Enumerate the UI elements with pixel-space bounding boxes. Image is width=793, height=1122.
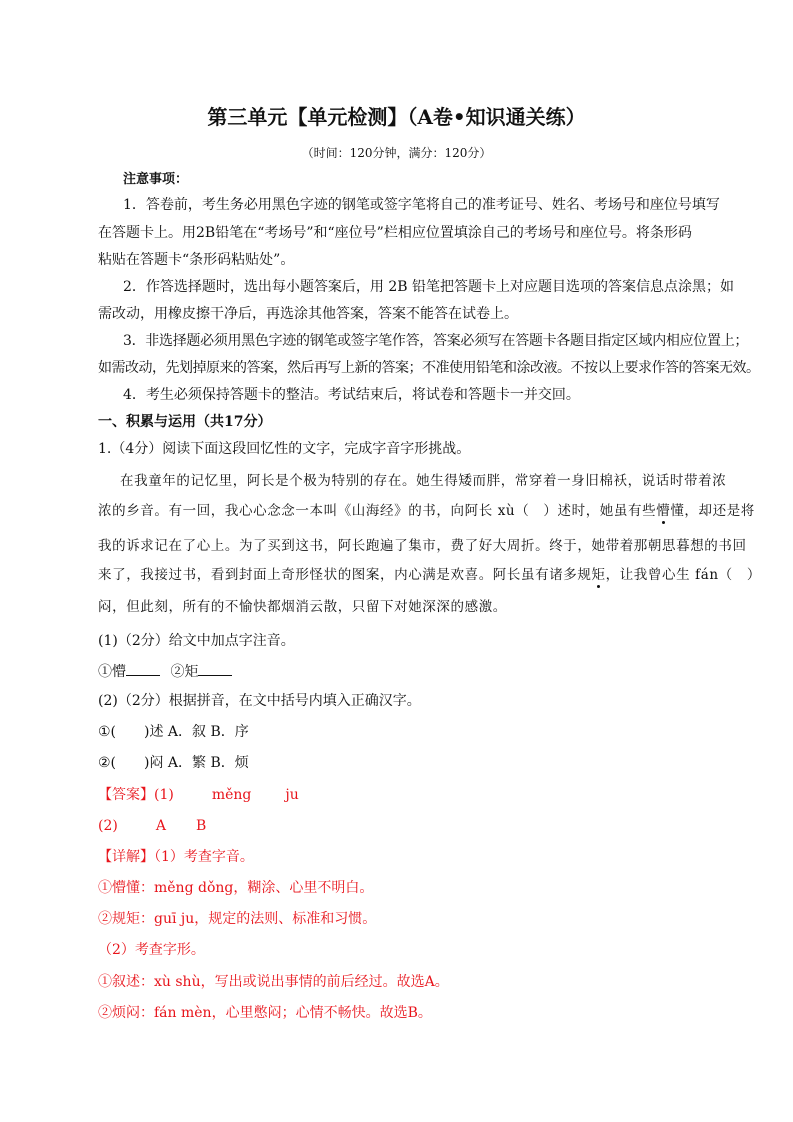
explain-topic-2: （2）考查字形。 (98, 942, 205, 958)
passage-text: ，让我曾心生 fán（ ） (605, 567, 761, 583)
section-heading: 一、积累与运用（共17分） (98, 414, 272, 430)
dotted-char-meng: 懵 (656, 503, 671, 519)
answer-line-2 (98, 817, 206, 835)
item-label: ①懵 (98, 664, 126, 680)
exam-time-info: （时间：120分钟，满分：120分） (301, 146, 492, 160)
answer-blank[interactable] (126, 662, 160, 676)
note-line: 如需改动，先划掉原来的答案，然后再写上新的答案；不准使用铅笔和涂改液。不按以上要求作答的答案无效。 (98, 360, 760, 376)
answer-value: ju (285, 787, 299, 803)
note-line: 3．非选择题必须用黑色字迹的钢笔或签字笔作答，答案必须写在答题卡各题目指定区域内相应位置上； (123, 333, 749, 349)
passage-text: 懂，却还是将 (670, 503, 755, 519)
passage-line: 在我童年的记忆里，阿长是个极为特别的存在。她生得矮而胖，常穿着一身旧棉袄，说话时带着浓 (120, 473, 727, 489)
explain-heading (98, 848, 254, 866)
question-stem: 1.（4分）阅读下面这段回忆性的文字，完成字音字形挑战。 (98, 441, 471, 457)
choice-label: ①( (98, 724, 117, 740)
passage-line (98, 566, 761, 584)
note-line: 在答题卡上。用2B铅笔在“考场号”和“座位号”栏相应位置填涂自己的考场号和座位号。将条形码 (98, 225, 692, 241)
note-line: 1．答卷前，考生务必用黑色字迹的钢笔或签字笔将自己的准考证号、姓名、考场号和座位号填写 (123, 197, 720, 213)
explain-topic: （1）考查字音。 (154, 849, 254, 865)
passage-text: 浓的乡音。有一回，我心心念念一本叫《山海经》的书，向阿长 xù（ ）述时，她虽有些 (98, 503, 657, 519)
sub-question-1: (1)（2分）给文中加点字注音。 (98, 633, 295, 649)
answer-blank[interactable] (198, 662, 232, 676)
note-line: 4．考生必须保持答题卡的整洁。考试结束后，将试卷和答题卡一并交回。 (123, 387, 580, 403)
item-label: ②矩 (170, 664, 199, 680)
choice-options: )闷 A．繁 B．烦 (144, 755, 249, 771)
answer-label: 【答案】 (98, 787, 154, 803)
page-title: 第三单元【单元检测】（A卷•知识通关练） (207, 105, 586, 129)
choice-line (98, 723, 249, 741)
explain-line: ①叙述：xù shù，写出或说出事情的前后经过。故选A。 (98, 974, 449, 990)
explain-label: 【详解】 (98, 849, 154, 865)
answer-value: B (195, 818, 207, 834)
choice-label: ②( (98, 755, 117, 771)
explain-line: ②烦闷：fán mèn，心里憋闷；心情不畅快。故选B。 (98, 1005, 432, 1021)
answer-num: (2) (98, 818, 118, 834)
passage-line: 我的诉求记在了心上。为了买到这书，阿长跑遍了集市，费了好大周折。终于，她带着那朝思暮想的书回 (98, 538, 747, 554)
dotted-char-ju: 矩 (591, 567, 606, 583)
explain-line: ②规矩：guī ju，规定的法则、标准和习惯。 (98, 911, 377, 927)
choice-line (98, 754, 249, 772)
explain-line: ①懵懂：měng dǒng，糊涂、心里不明白。 (98, 880, 374, 896)
passage-line (98, 502, 755, 520)
answer-value: měng (211, 787, 252, 803)
passage-text: 来了，我接过书，看到封面上奇形怪状的图案，内心满是欢喜。阿长虽有诸多规 (98, 567, 592, 583)
answer-line-1 (98, 786, 299, 804)
note-line: 2．作答选择题时，选出每小题答案后，用 2B 铅笔把答题卡上对应题目选项的答案信息点涂黑；如 (123, 279, 735, 295)
answer-value: A (155, 818, 166, 834)
answer-num: (1) (154, 787, 174, 803)
pinyin-blanks (98, 662, 232, 681)
notes-heading: 注意事项： (123, 172, 189, 187)
passage-line: 闷，但此刻，所有的不愉快都烟消云散，只留下对她深深的感激。 (98, 599, 507, 615)
note-line: 粘贴在答题卡“条形码粘贴处”。 (98, 252, 295, 268)
sub-question-2: (2)（2分）根据拼音，在文中括号内填入正确汉字。 (98, 693, 421, 709)
choice-options: )述 A．叙 B．序 (144, 724, 249, 740)
note-line: 需改动，用橡皮擦干净后，再选涂其他答案，答案不能答在试卷上。 (98, 306, 518, 322)
